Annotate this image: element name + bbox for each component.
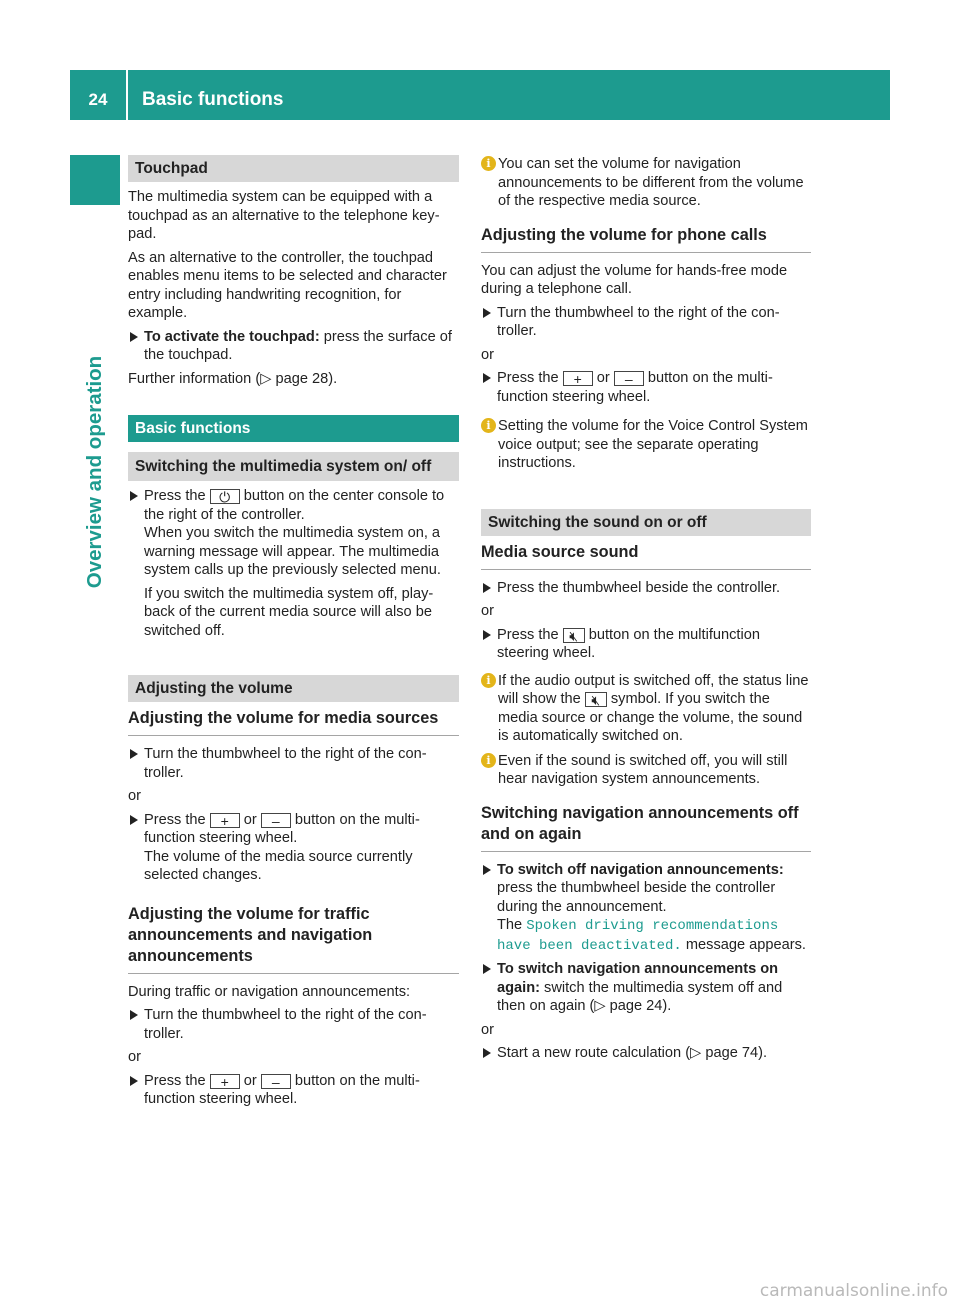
traffic-step-2 xyxy=(128,1072,459,1109)
or-word: or xyxy=(239,1072,261,1089)
info-note-1 xyxy=(481,155,811,211)
sound-step-1: Press the thumbwheel beside the controller. xyxy=(481,579,811,598)
switch-system-heading: Switching the multimedia system on/ off xyxy=(128,452,459,481)
or-word: or xyxy=(239,811,261,828)
phone-paragraph: You can adjust the volume for hands-free mode during a telephone call. xyxy=(481,262,788,297)
volume-heading: Adjusting the volume xyxy=(128,675,459,702)
nav-message-display: Spoken driving recommendations have been deactivated. xyxy=(497,918,779,954)
nav-step-1-end: message appears. xyxy=(681,936,806,953)
left-column xyxy=(128,155,459,1114)
traffic-paragraph: During traffic or navigation announcements: xyxy=(128,983,411,1000)
info-icon: i xyxy=(481,753,496,768)
media-sound-heading: Media source sound xyxy=(481,542,811,570)
plus-key-icon: + xyxy=(210,813,240,828)
minus-key-icon: – xyxy=(261,813,291,828)
header-bar xyxy=(70,70,890,120)
header-divider xyxy=(126,70,128,120)
phone-step-2 xyxy=(481,369,811,406)
or-word: or xyxy=(592,370,614,386)
info-note-1-text: You can set the volume for navigation announcements to be different from the volume of the respective media source. xyxy=(498,156,804,209)
info-note-4 xyxy=(481,752,811,789)
power-icon: ⏻ xyxy=(210,489,240,504)
touchpad-step xyxy=(128,328,459,365)
side-chapter-label: Overview and operation xyxy=(83,355,106,589)
touchpad-heading: Touchpad xyxy=(128,155,459,182)
basic-functions-heading: Basic functions xyxy=(128,415,459,442)
side-tab-square xyxy=(70,155,120,205)
nav-step-1 xyxy=(481,861,811,956)
press-the-text: Press the xyxy=(144,811,210,828)
switch-step xyxy=(128,487,459,640)
plus-key-icon: + xyxy=(563,371,593,386)
info-icon: i xyxy=(481,673,496,688)
or-text: or xyxy=(481,346,494,363)
mute-icon: 🔇︎ xyxy=(563,628,585,643)
info-note-2 xyxy=(481,417,811,473)
info-icon: i xyxy=(481,156,496,171)
media-step-2 xyxy=(128,811,459,885)
press-the-text: Press the xyxy=(144,1072,210,1089)
info-note-4-text: Even if the sound is switched off, you will still hear navigation system announcements. xyxy=(498,752,788,787)
press-the-text: Press the xyxy=(497,370,563,386)
right-column xyxy=(481,155,811,1068)
switch-step-text-c: When you switch the multimedia system on, a warning message will appear. The multimedia system calls up the previously selected menu. xyxy=(144,525,441,578)
or-text: or xyxy=(481,603,494,619)
nav-step-2-text: switch the multimedia system off and then on again (▷ page 24). xyxy=(497,979,783,1014)
press-the-text: Press the xyxy=(497,626,563,643)
nav-step-3: Start a new route calculation (▷ page 74). xyxy=(481,1044,811,1063)
plus-key-icon: + xyxy=(210,1074,240,1089)
nav-step-2-bold: To switch navigation announcements on again: xyxy=(497,961,779,996)
or-text: or xyxy=(128,788,141,804)
media-volume-heading: Adjusting the volume for media sources xyxy=(128,708,459,736)
sound-step-2-rest: button on the multifunction steering wheel. xyxy=(497,626,760,661)
or-text: or xyxy=(481,1021,494,1038)
nav-step-1-the: The xyxy=(497,917,527,933)
nav-announcements-heading: Switching navigation announcements off and on again xyxy=(481,803,811,852)
info-icon: i xyxy=(481,418,496,433)
media-step-2-extra: The volume of the media source currently selected changes. xyxy=(144,848,413,883)
info-note-3-text-b: symbol. If you switch the media source or change the volume, the sound is automatically switched on. xyxy=(498,691,803,744)
traffic-step-1: Turn the thumbwheel to the right of the controller. xyxy=(128,1006,459,1043)
watermark: carmanualsonline.info xyxy=(759,1280,948,1301)
touchpad-paragraph-2: As an alternative to the controller, the touchpad enables menu items to be selected and character entry including handwriting recognition, for example. xyxy=(128,249,447,321)
touchpad-step-bold: To activate the touchpad: xyxy=(144,328,320,345)
info-note-3-text-a: If the audio output is switched off, the status line will show the xyxy=(498,672,809,707)
minus-key-icon: – xyxy=(261,1074,291,1089)
touchpad-paragraph-1: The multimedia system can be equipped with a touchpad as an alternative to the telephone keypad. xyxy=(128,189,440,242)
phone-volume-heading: Adjusting the volume for phone calls xyxy=(481,225,811,253)
sound-step-2 xyxy=(481,626,811,663)
sound-heading: Switching the sound on or off xyxy=(481,509,811,536)
mute-icon: 🔇︎ xyxy=(585,692,607,707)
media-step-2-rest: button on the multifunction steering wheel. xyxy=(144,811,420,846)
further-info-link[interactable]: Further information (▷ page 28). xyxy=(128,370,338,387)
info-note-3 xyxy=(481,672,811,746)
or-text: or xyxy=(128,1049,141,1065)
phone-step-2-rest: button on the multifunction steering wheel. xyxy=(497,370,773,405)
touchpad-step-text: press the surface of the touchpad. xyxy=(144,328,452,363)
traffic-step-2-rest: button on the multifunction steering wheel. xyxy=(144,1072,420,1107)
minus-key-icon: – xyxy=(614,371,644,386)
nav-step-1-text: press the thumbwheel beside the controller during the announcement. xyxy=(497,880,776,915)
switch-step-text-b: button on the center console to the right of the controller. xyxy=(144,488,445,523)
info-note-2-text: Setting the volume for the Voice Control System voice output; see the separate operating instructions. xyxy=(498,418,808,471)
page-title: Basic functions xyxy=(142,89,284,110)
page-number: 24 xyxy=(88,90,108,109)
switch-step-text-d: If you switch the multimedia system off, playback of the current media source will also be switched off. xyxy=(144,585,434,639)
nav-step-2 xyxy=(481,960,811,1016)
switch-step-text-a: Press the xyxy=(144,488,210,504)
phone-step-1: Turn the thumbwheel to the right of the controller. xyxy=(481,304,811,341)
media-step-1: Turn the thumbwheel to the right of the controller. xyxy=(128,745,459,782)
traffic-volume-heading: Adjusting the volume for traffic announcements and navigation announcements xyxy=(128,904,459,974)
nav-step-1-bold: To switch off navigation announcements: xyxy=(497,861,784,878)
